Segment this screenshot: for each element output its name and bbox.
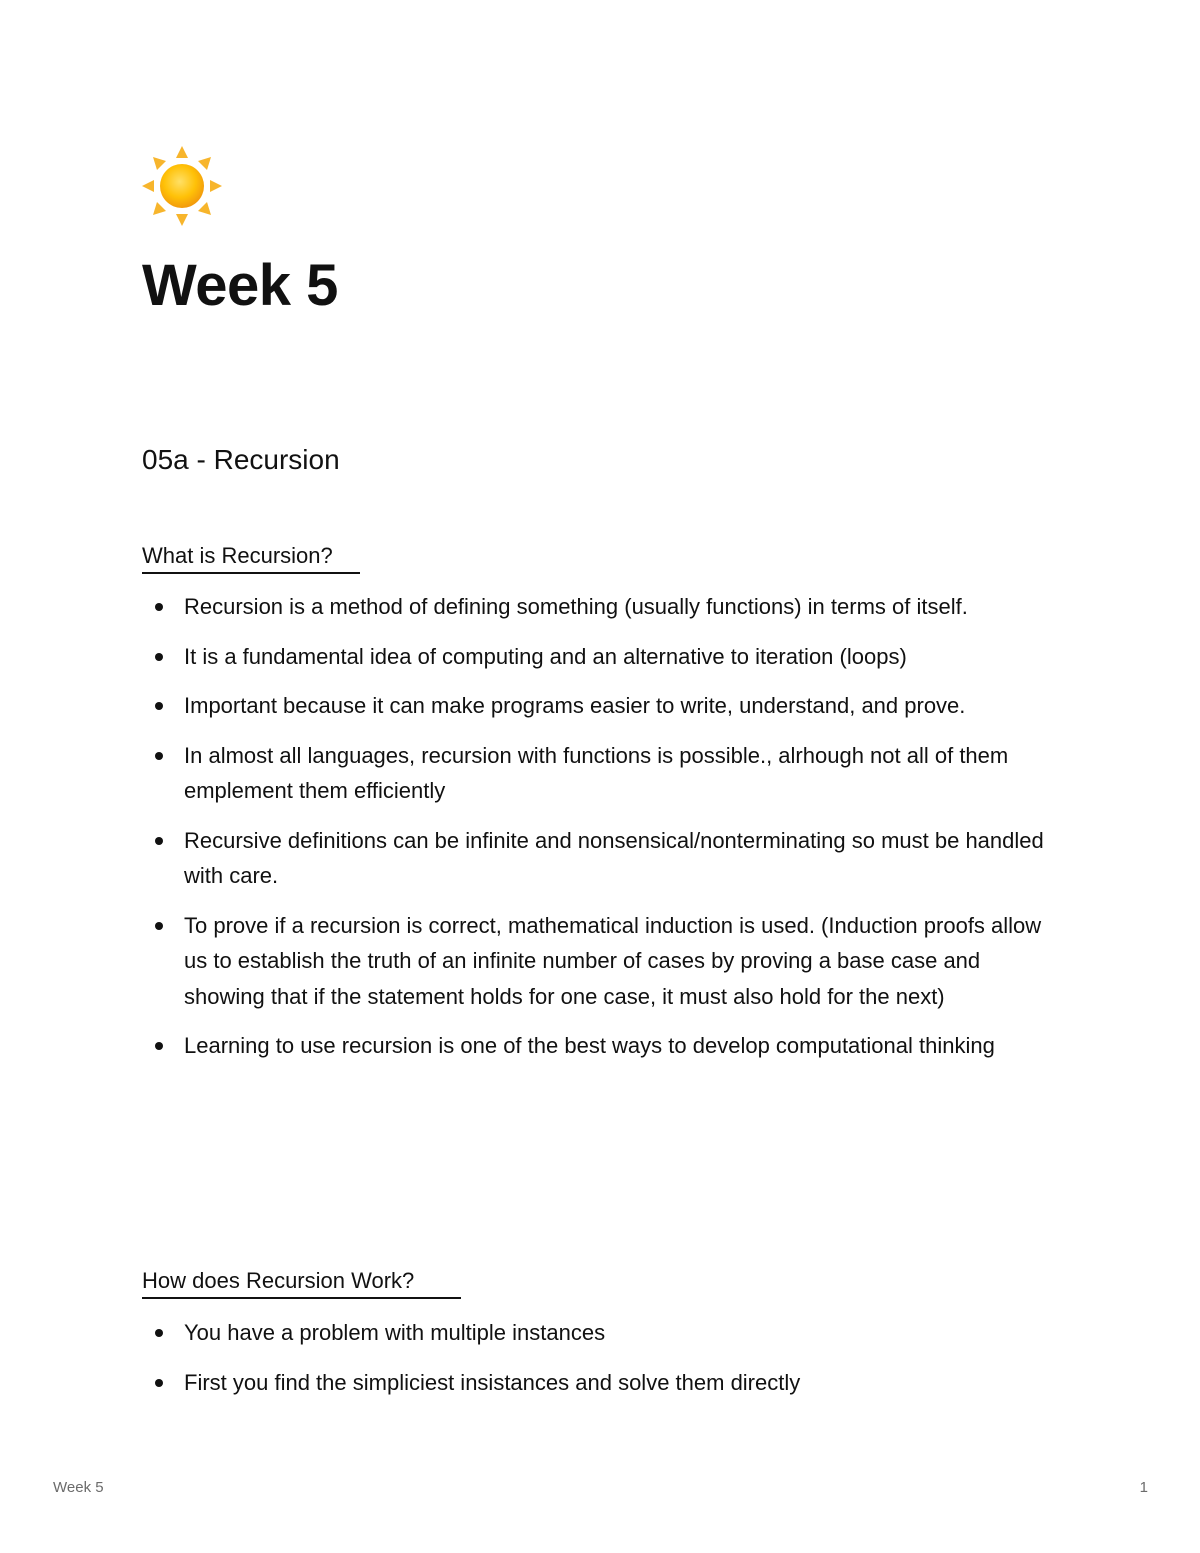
section-heading: 05a - Recursion (142, 444, 340, 475)
footer-page-label: Week 5 (53, 1479, 104, 1496)
list-item (142, 688, 1062, 724)
list-item-text: You have a problem with multiple instances (184, 1320, 606, 1345)
list-item-text: Learning to use recursion is one of the best ways to develop computational thinking (184, 1033, 995, 1058)
page-title: Week 5 (142, 253, 338, 318)
footer-page-number: 1 (1139, 1479, 1148, 1496)
bullet-icon (155, 603, 163, 611)
subheading-how-does-recursion-work: How does Recursion Work? (142, 1266, 461, 1299)
list-item (142, 823, 1062, 894)
list-item (142, 738, 1062, 809)
bullet-icon (155, 837, 163, 845)
bullet-icon (155, 1379, 163, 1387)
list-item-text: Important because it can make programs easier to write, understand, and prove. (184, 693, 966, 718)
list-item (142, 1028, 1062, 1064)
bullet-icon (155, 653, 163, 661)
list-item-text: First you find the simpliciest insistances and solve them directly (184, 1369, 801, 1395)
what-is-recursion-list (142, 589, 1062, 1078)
list-item (142, 908, 1062, 1015)
list-item (142, 589, 1062, 625)
list-item (142, 1315, 1062, 1351)
bullet-icon (155, 1042, 163, 1050)
list-item (142, 639, 1062, 675)
list-item-text: It is a fundamental idea of computing and an alternative to iteration (loops) (184, 643, 907, 669)
list-item (142, 1365, 1062, 1401)
how-does-recursion-work-list (142, 1315, 1062, 1414)
list-item-text: To prove if a recursion is correct, mathematical induction is used. (Induction proofs allow us to establish the truth of an infinite number of cases by proving a base case and showing that if the statement holds for one case, it must also hold for the next) (184, 912, 1042, 1009)
list-item-text: Recursion is a method of defining something (usually functions) in terms of itself. (184, 594, 968, 619)
bullet-icon (155, 702, 163, 710)
bullet-icon (155, 922, 163, 930)
bullet-icon (155, 752, 163, 760)
subheading-what-is-recursion: What is Recursion? (142, 541, 360, 574)
bullet-icon (155, 1329, 163, 1337)
sun-icon (140, 144, 224, 228)
list-item-text: Recursive definitions can be infinite and nonsensical/nonterminating so must be handled with care. (184, 827, 1044, 888)
list-item-text: In almost all languages, recursion with functions is possible., alrhough not all of them emplement them efficiently (184, 742, 1009, 803)
